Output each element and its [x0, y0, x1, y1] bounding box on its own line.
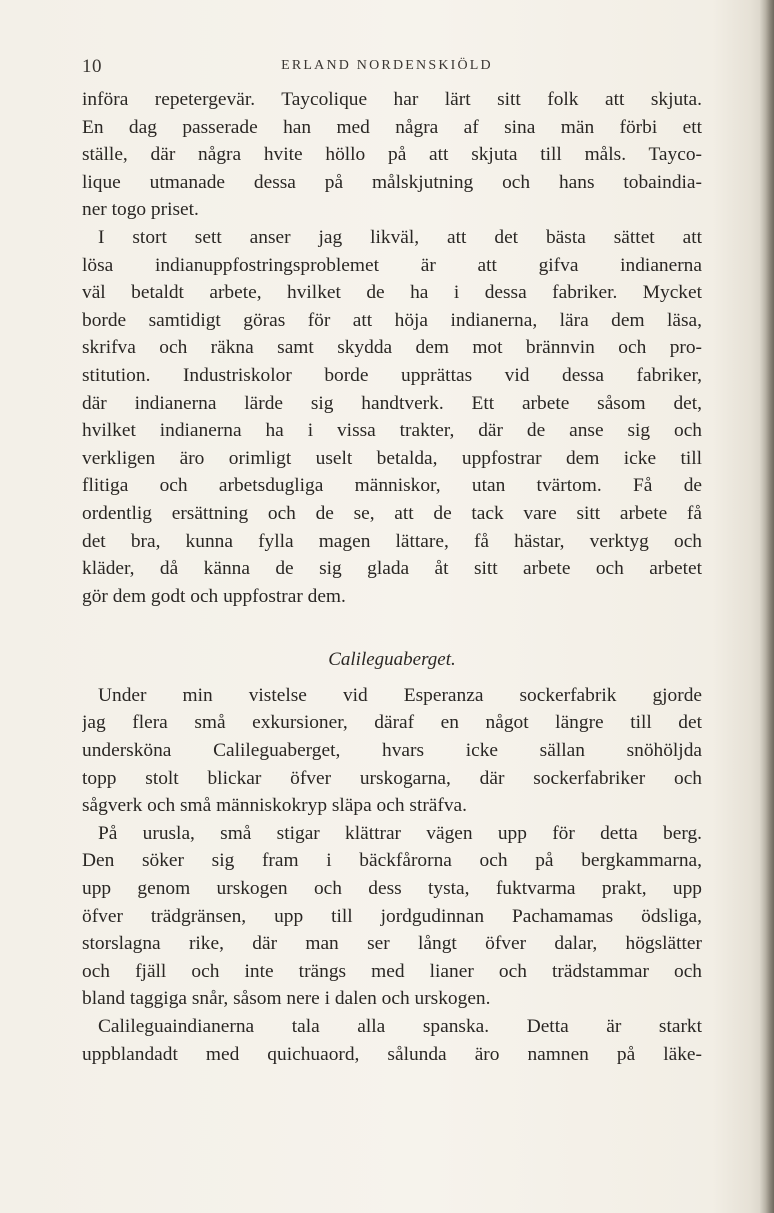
text-line: införa repetergevär. Taycolique har lärt sitt folk att skjuta.	[82, 89, 702, 110]
text-line: jag flera små exkursioner, däraf en något längre till det	[82, 712, 702, 734]
text-line: verkligen äro orimligt uselt betalda, uppfostrar dem icke till	[82, 447, 702, 469]
text-line: sågverk och små människokryp släpa och sträfva.	[82, 795, 468, 817]
text-line: Den söker sig fram i bäckfårorna och på bergkammarna,	[82, 850, 702, 872]
text-line: En dag passerade han med några af sina män förbi ett	[82, 116, 702, 138]
text-line: öfver trädgränsen, upp till jordgudinnan Pachamamas ödsliga,	[82, 905, 702, 927]
text-line: bland taggiga snår, såsom nere i dalen och urskogen.	[82, 988, 491, 1010]
text-line: skrifva och räkna samt skydda dem mot brännvin och pro-	[82, 337, 702, 359]
text-line: lique utmanade dessa på målskjutning och hans tobaindia-	[82, 171, 702, 193]
text-line: det bra, kunna fylla magen lättare, få hästar, verktyg och	[82, 530, 702, 552]
text-line: ställe, där några hvite höllo på att skjuta till måls. Tayco-	[82, 144, 702, 166]
text-line: och fjäll och inte trängs med lianer och trädstammar och	[82, 960, 702, 982]
text-line: väl betaldt arbete, hvilket de ha i dessa fabriker. Mycket	[82, 282, 702, 304]
page-number: 10	[82, 56, 102, 77]
text-line: upp genom urskogen och dess tysta, fuktvarma prakt, upp	[82, 878, 702, 900]
text-line: hvilket indianerna ha i vissa trakter, där de anse sig och	[82, 420, 702, 442]
text-line: där indianerna lärde sig handtverk. Ett arbete såsom det,	[82, 392, 702, 414]
text-line: stitution. Industriskolor borde upprättas vid dessa fabriker,	[82, 364, 702, 386]
text-line: Calileguaindianerna tala alla spanska. Detta är starkt	[98, 1016, 702, 1037]
running-head: ERLAND NORDENSKIÖLD	[281, 58, 493, 73]
section-heading: Calileguaberget.	[328, 649, 456, 671]
text-line: I stort sett anser jag likväl, att det bästa sättet att	[98, 226, 702, 248]
text-line: borde samtidigt göras för att höja indianerna, lära dem läsa,	[82, 309, 702, 331]
page-edge-shadow	[760, 0, 774, 1213]
text-line: flitiga och arbetsdugliga människor, utan tvärtom. Få de	[82, 475, 702, 497]
text-line: lösa indianuppfostringsproblemet är att gifva indianerna	[82, 254, 702, 276]
text-line: Under min vistelse vid Esperanza sockerfabrik gjorde	[98, 684, 702, 706]
text-line: ner togo priset.	[82, 199, 199, 221]
text-line: ordentlig ersättning och de se, att de tack vare sitt arbete få	[82, 502, 702, 524]
text-line: gör dem godt och uppfostrar dem.	[82, 585, 346, 607]
text-line: uppblandadt med quichuaord, sålunda äro namnen på läke-	[82, 1043, 702, 1065]
text-line: undersköna Calileguaberget, hvars icke sällan snöhöljda	[82, 740, 702, 762]
text-line: topp stolt blickar öfver urskogarna, där sockerfabriker och	[82, 767, 702, 789]
text-line: storslagna rike, där man ser långt öfver dalar, högslätter	[82, 933, 702, 955]
body-text	[82, 86, 702, 1068]
text-line: På urusla, små stigar klättrar vägen upp för detta berg.	[98, 822, 702, 844]
text-line: kläder, då känna de sig glada åt sitt arbete och arbetet	[82, 558, 702, 580]
